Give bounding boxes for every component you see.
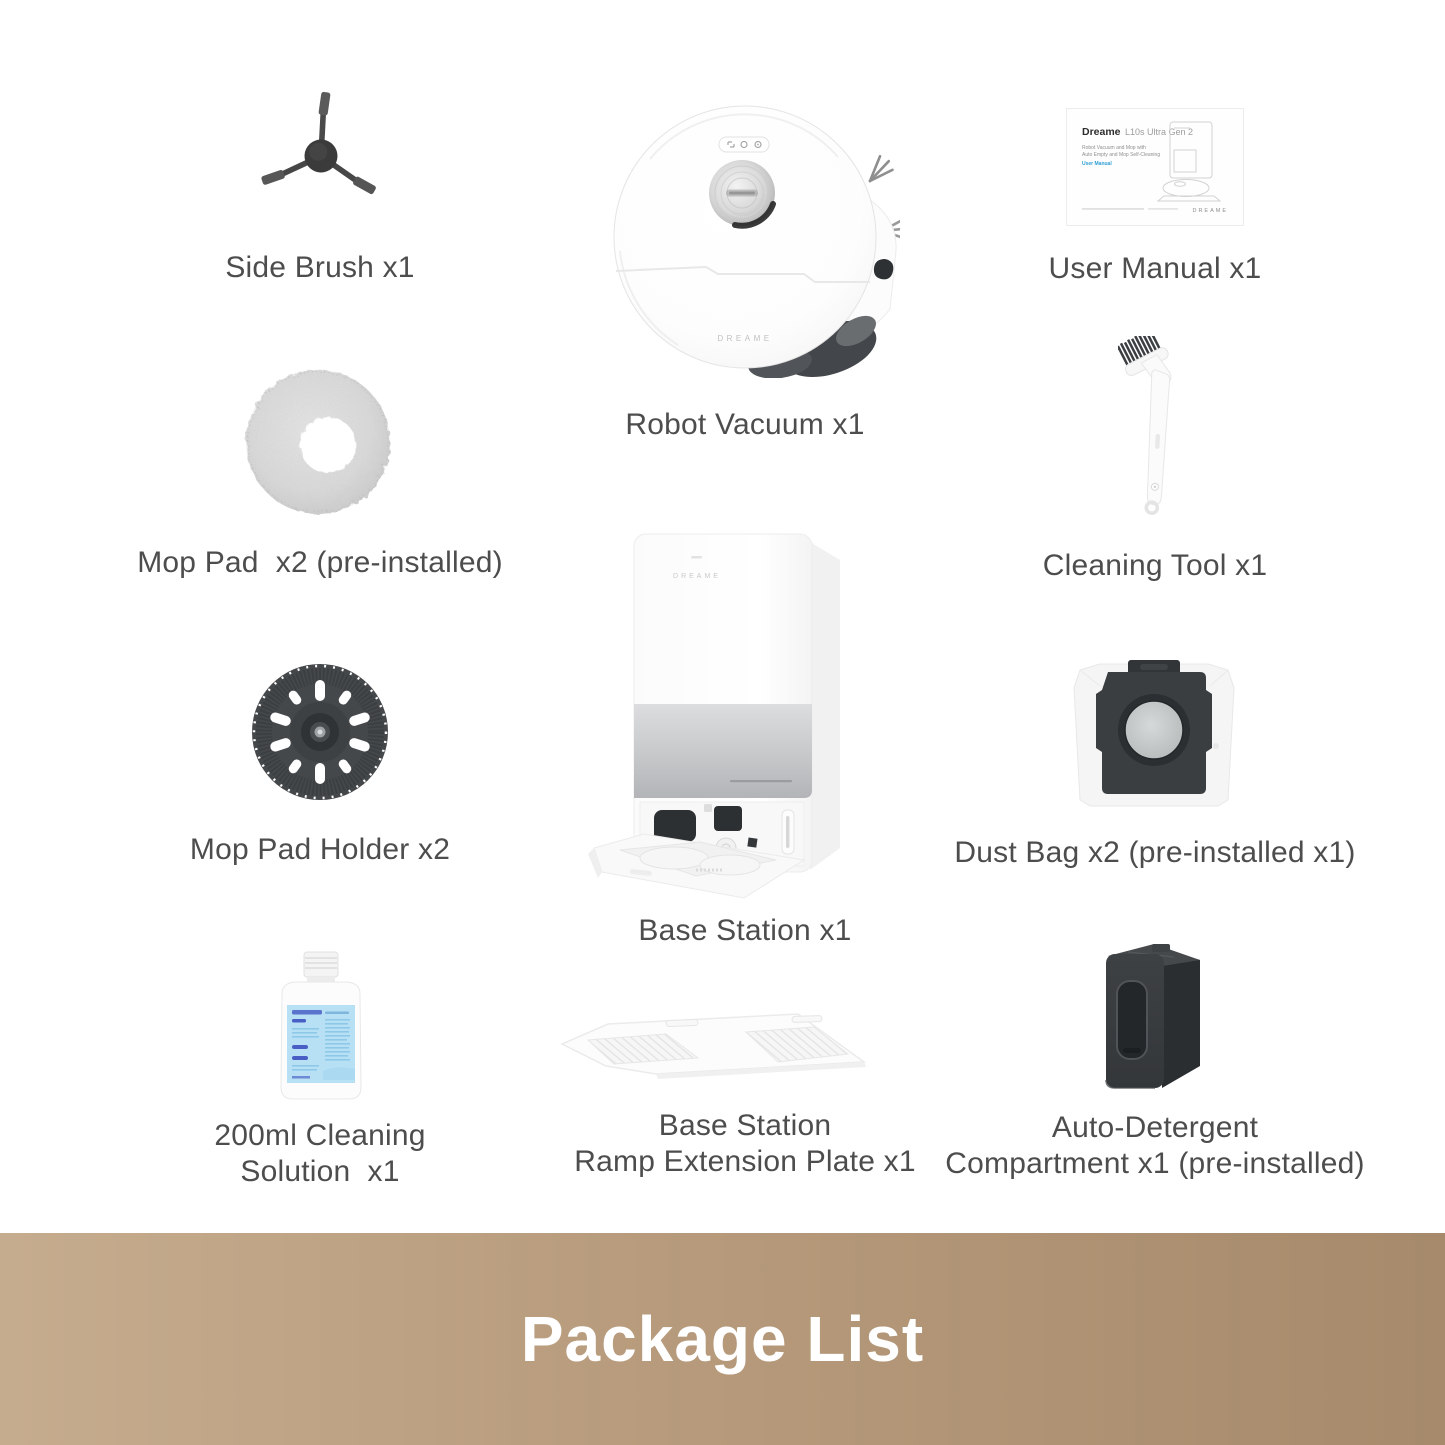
cleaning-tool-image [1118, 336, 1202, 520]
base-station-silver-panel [634, 704, 812, 798]
mop-pad-image [242, 364, 398, 526]
base-station-label: Base Station x1 [638, 914, 852, 947]
ramp-plate-label-line1: Base Station [658, 1109, 832, 1142]
base-station-brand-text: DREAME [673, 573, 721, 580]
cleaning-solution-label-line1: 200ml Cleaning [214, 1119, 426, 1152]
mop-pad-holder-label: Mop Pad Holder x2 [189, 833, 451, 866]
auto-detergent-graphic [1106, 944, 1200, 1088]
dust-bag-image [1070, 658, 1238, 810]
mop-pad-holder-image [250, 660, 390, 808]
manual-doc-type-text: User Manual [1082, 161, 1112, 167]
robot-vacuum-image [608, 101, 900, 378]
banner-title: Package List [520, 1303, 925, 1375]
cleaning-tool-label: Cleaning Tool x1 [1042, 549, 1268, 582]
ramp-plate-label-line2: Ramp Extension Plate x1 [574, 1145, 916, 1178]
base-station-graphic [588, 534, 840, 898]
ramp-plate-image [548, 1006, 880, 1100]
dust-bag-label: Dust Bag x2 (pre-installed x1) [954, 836, 1356, 869]
mop-pad-holder-graphic [252, 664, 388, 800]
user-manual-label: User Manual x1 [1048, 252, 1262, 285]
auto-detergent-label-line2: Compartment x1 (pre-installed) [945, 1147, 1365, 1180]
robot-vacuum-graphic [614, 106, 900, 378]
side-brush-graphic [259, 90, 382, 197]
manual-subtitle-line2: Auto Empty and Mop Self-Cleaning [1082, 152, 1161, 158]
cleaning-solution-graphic [281, 952, 361, 1099]
side-brush-label: Side Brush x1 [225, 251, 415, 284]
side-brush-image [243, 90, 398, 235]
user-manual-image [1066, 108, 1244, 226]
user-manual-graphic [1067, 109, 1244, 226]
cleaning-solution-image [268, 948, 376, 1106]
auto-detergent-image [1098, 940, 1208, 1092]
auto-detergent-label-line1: Auto-Detergent [1051, 1111, 1259, 1144]
base-station-image [578, 518, 878, 900]
ramp-plate-graphic [562, 1014, 866, 1079]
dust-bag-graphic [1074, 660, 1234, 806]
robot-vacuum-label: Robot Vacuum x1 [625, 408, 865, 441]
mop-pad-label: Mop Pad x2 (pre-installed) [137, 546, 503, 579]
manual-brand-footer-text: DREAME [1192, 208, 1228, 214]
robot-lidar-turret [709, 160, 775, 226]
mop-pad-graphic [242, 364, 398, 526]
manual-model-text: L10s Ultra Gen 2 [1125, 127, 1194, 137]
robot-brand-text: DREAME [717, 334, 773, 343]
cleaning-solution-label-line2: Solution x1 [240, 1155, 400, 1188]
robot-buttons [719, 137, 769, 152]
manual-subtitle-line1: Robot Vacuum and Mop with [1082, 145, 1146, 151]
cleaning-tool-graphic [1118, 336, 1174, 514]
package-list-banner [0, 1233, 1445, 1445]
manual-brand-text: Dreame [1082, 126, 1121, 138]
